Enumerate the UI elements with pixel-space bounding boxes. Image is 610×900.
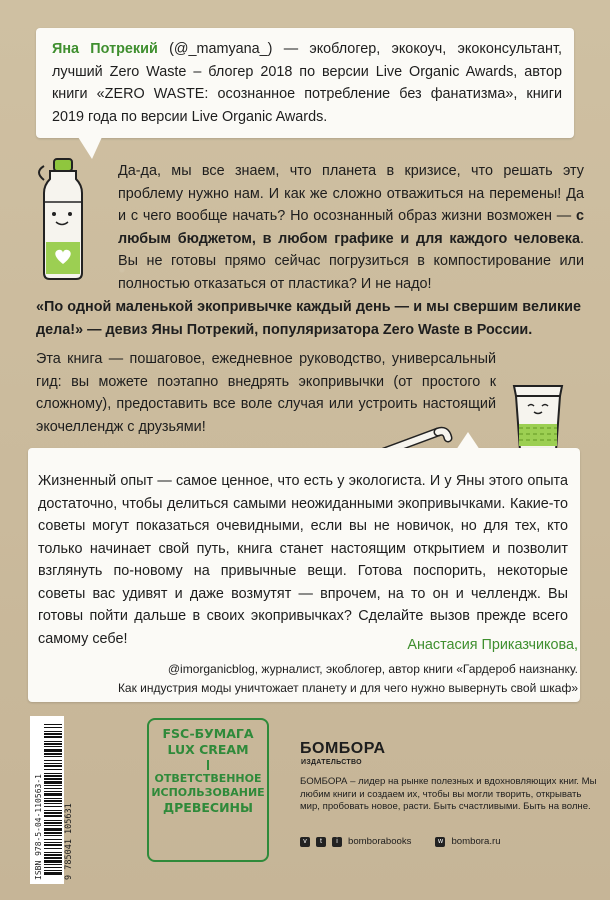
- publisher-logo: БОМБОРА: [300, 740, 386, 757]
- intro-paragraph: Да-да, мы все знаем, что планета в кризисе, что решать эту проблему нужно нам. И как же сложно отважиться на перемены! Да и с чего вообще начать? Но осознанный образ жизни возможен — с любым бюджетом, в любом графике и для каждого человека. Вы не готовы прямо сейчас погрузиться в компостирование или полностью отказаться от пластика? И не надо!: [118, 163, 584, 292]
- author-name: Яна Потрекий: [52, 41, 158, 57]
- publisher-social: [300, 836, 501, 847]
- publisher-site: bombora.ru: [451, 836, 501, 847]
- social-handle: bomborabooks: [348, 836, 412, 847]
- book-description: Эта книга — пошаговое, ежедневное руководство, универсальный гид: вы можете поэтапно внедрять экопривычки (от простого к сложному), предоставить все воле случая или устроить настоящий экочеллендж с друзьями!: [36, 351, 496, 435]
- bottle-illustration: [30, 156, 94, 284]
- publisher-subtitle: ИЗДАТЕЛЬСТВО: [301, 759, 362, 766]
- author-bio-text: Яна Потрекий (@_mamyana_) — экоблогер, экокоуч, экоконсультант, лучший Zero Waste – блогер 2018 по версии Live Organic Awards, автор книги «ZERO WASTE: осознанное потребление без фанатизма», книги 2019 года по версии Live Organic Awards.: [52, 41, 562, 125]
- fsc-badge: FSC-БУМАГА LUX CREAM ОТВЕТСТВЕННОЕ ИСПОЛЬЗОВАНИЕ ДРЕВЕСИНЫ: [147, 718, 269, 862]
- barcode-digits: 9 785041 105631: [64, 803, 74, 880]
- web-icon: w: [435, 837, 445, 847]
- telegram-icon: t: [316, 837, 326, 847]
- reviewer-name: Анастасия Приказчикова,: [407, 637, 578, 653]
- isbn-text: ISBN 978-5-04-110563-1: [34, 774, 43, 880]
- motto-paragraph: «По одной маленькой экопривычке каждый день — и мы свершим великие дела!» — девиз Яны Потрекий, популяризатора Zero Waste в России.: [36, 299, 581, 338]
- review-text: Жизненный опыт — самое ценное, что есть у экологиста. И у Яны этого опыта достаточно, чтобы делиться самыми неожиданными экопривычками. Какие-то советы могут показаться очевидными, если вы не новичок, но для тех, кто только начинает свой путь, книга станет настоящим открытием и позволит взглянуть по-новому на привычные вещи. Готова поспорить, некоторые советы вас удивят и даже возмутят — впрочем, на то он и челлендж. Вы готовы пойти дальше в своих экопривычках? Сделайте вызов прежде всего самому себе!: [38, 473, 568, 647]
- publisher-description: БОМБОРА – лидер на рынке полезных и вдохновляющих книг. Мы любим книги и создаем их, чтобы вы могли творить, открывать мир, пробовать новое, расти. Быть счастливыми. Быть на волне.: [300, 776, 597, 812]
- bubble-tail: [456, 432, 480, 450]
- reviewer-description: @imorganicblog, журналист, экоблогер, автор книги «Гардероб наизнанку. Как индустрия моды уничтожает планету и для чего нужно вывернуть свой шкаф»: [117, 662, 578, 695]
- instagram-icon: i: [332, 837, 342, 847]
- vk-icon: v: [300, 837, 310, 847]
